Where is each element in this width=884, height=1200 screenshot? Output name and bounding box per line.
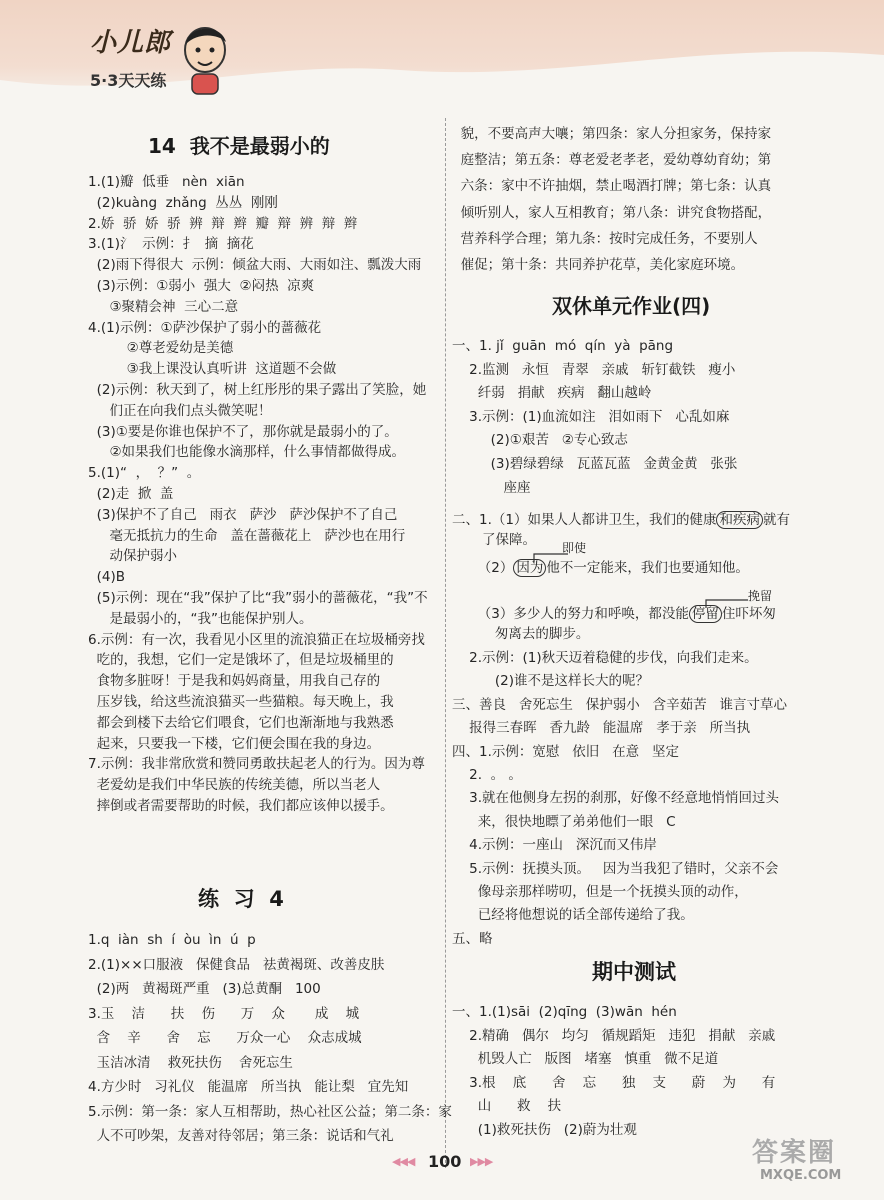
answer-line: 营养科学合理；第九条：按时完成任务，不要别人	[452, 230, 758, 247]
answer-line: 3.就在他侧身左拐的刹那，好像不经意地悄悄回过头	[452, 790, 780, 807]
answer-line: 貌，不要高声大嚷；第四条：家人分担家务，保持家	[452, 126, 772, 142]
answer-line: (2)两 黄褐斑严重 (3)总黄酮 100	[88, 981, 321, 997]
column-divider	[445, 118, 446, 1168]
weekend-2-2-line: （2） 因为 他不一定能来，我们也要通知他。	[452, 560, 749, 576]
answer-line: 山 救 扶	[452, 1098, 562, 1115]
brand-title: 小儿郎	[90, 28, 172, 58]
arrow-left-icon: ◀◀◀	[392, 1155, 415, 1168]
watermark	[752, 1132, 872, 1192]
answer-line: (3)保护不了自己 雨衣 萨沙 萨沙保护不了自己	[88, 506, 398, 523]
answer-line: 已经将他想说的话全部传递给了我。	[452, 907, 694, 924]
answer-line: 2.娇 骄 娇 骄 辨 辩 辫 瓣 辩 辨 辩 辫	[88, 215, 358, 232]
answer-line: 压岁钱，给这些流浪猫买一些猫粮。每天晚上，我	[88, 694, 394, 710]
answer-line: ③聚精会神 三心二意	[88, 298, 239, 315]
answer-line: 座座	[452, 479, 531, 496]
answer-line: 2.监测 永恒 青翠 亲戚 斩钉截铁 瘦小	[452, 361, 736, 378]
answer-line: 来，很快地瞟了弟弟他们一眼 C	[452, 813, 676, 830]
answer-line: 纤弱 捐献 疾病 翻山越岭	[452, 385, 652, 402]
answer-line: 起来，只要我一下楼，它们便会围在我的身边。	[88, 735, 381, 752]
mascot-boy-icon	[180, 20, 230, 96]
section-title-lesson-14: 14 我不是最弱小的	[148, 134, 330, 158]
weekend-2-1-line-a: 二、1.（1）如果人人都讲卫生，我们的健康 和疾病 就有	[452, 512, 790, 528]
circled-word: 因为	[513, 559, 546, 577]
answer-line: 吃的，我想，它们一定是饿坏了，但是垃圾桶里的	[88, 652, 394, 669]
answer-line: 机毁人亡 版图 堵塞 慎重 微不足道	[452, 1051, 719, 1068]
correction-note: 即使	[562, 541, 587, 555]
answer-line: 5.示例：第一条：家人互相帮助，热心社区公益；第二条：家	[88, 1103, 452, 1120]
answer-line: (2)示例：秋天到了，树上红彤彤的果子露出了笑脸，她	[88, 382, 427, 398]
answer-line: 2.(1)××口服液 保健食品 祛黄褐斑、改善皮肤	[88, 956, 385, 973]
answer-line: (2)kuàng zhǎng 丛丛 刚刚	[88, 194, 278, 211]
answer-line: (2)谁不是这样长大的呢？	[452, 673, 650, 690]
answer-line: (4)B	[88, 569, 125, 586]
answer-line: 2.示例：(1)秋天迈着稳健的步伐，向我们走来。	[452, 650, 758, 666]
answer-line: 倾听别人，家人互相教育；第八条：讲究食物搭配，	[452, 204, 772, 221]
answer-line: 们正在向我们点头微笑呢！	[88, 402, 272, 419]
answer-line: (3)①要是你谁也保护不了，那你就是最弱小的了。	[88, 423, 398, 440]
answer-line: 5.示例：抚摸头顶。 因为当我犯了错时，父亲不会	[452, 860, 779, 877]
answer-line: 六条：家中不许抽烟，禁止喝酒打牌；第七条：认真	[452, 178, 772, 195]
answer-line: 庭整洁；第五条：尊老爱老孝老，爱幼尊幼育幼；第	[452, 152, 772, 169]
weekend-2-3-line-b: 匆离去的脚步。	[452, 626, 590, 642]
answer-line: 是最弱小的，“我”也能保护别人。	[88, 610, 313, 627]
answer-line: 动保护弱小	[88, 548, 177, 565]
circled-word: 停留	[689, 605, 722, 623]
answer-line: (5)示例：现在“我”保护了比“我”弱小的蔷薇花，“我”不	[88, 590, 428, 606]
answer-line: 2.精确 偶尔 均匀 循规蹈矩 违犯 捐献 亲戚	[452, 1027, 776, 1044]
weekend-2-1-line-b: 了保障。	[452, 532, 537, 548]
watermark-logo: 答案圈	[752, 1138, 837, 1168]
answer-line: (3)示例：①弱小 强大 ②闷热 凉爽	[88, 278, 315, 294]
answer-line: 催促；第十条：共同养护花草，美化家庭环境。	[452, 257, 745, 273]
answer-line: 1.(1)瓣 低垂 nèn xiān	[88, 174, 245, 190]
answer-line: 4.方少时 习礼仪 能温席 所当执 能让梨 宜先知	[88, 1079, 409, 1095]
answer-line: (3)碧绿碧绿 瓦蓝瓦蓝 金黄金黄 张张	[452, 456, 738, 472]
answer-line: 3.玉 洁 扶 伤 万 众 成 城	[88, 1005, 360, 1022]
brand-logo	[80, 20, 230, 98]
weekend-2-3-line-a: （3）多少人的努力和呼唤，都没能 停留 住吓坏匆	[452, 606, 776, 622]
answer-line: 三、善良 舍死忘生 保护弱小 含辛茹苦 谁言寸草心	[452, 696, 787, 713]
answer-line: 4.示例：一座山 深沉而又伟岸	[452, 837, 657, 854]
answer-line: 3.示例：(1)血流如注 泪如雨下 心乱如麻	[452, 408, 730, 425]
answer-line: 3.(1)氵 示例：扌 摘 摘花	[88, 236, 254, 253]
answer-line: 都会到楼下去给它们喂食，它们也渐渐地与我熟悉	[88, 714, 394, 731]
answer-line: 3.根 底 舍 忘 独 支 蔚 为 有	[452, 1074, 776, 1091]
section-title-midterm: 期中测试	[592, 960, 676, 984]
answer-line: 5.(1)“ ， ？” 。	[88, 465, 201, 482]
answer-line: 老爱幼是我们中华民族的传统美德，所以当老人	[88, 777, 381, 794]
arrow-right-icon: ▶▶▶	[470, 1155, 493, 1168]
answer-line: 7.示例：我非常欣赏和赞同勇敢扶起老人的行为。因为尊	[88, 756, 425, 773]
section-title-practice-4: 练 习 4	[198, 887, 284, 911]
answer-line: 玉洁冰清 救死扶伤 舍死忘生	[88, 1054, 293, 1071]
answer-line: 食物多脏呀！于是我和妈妈商量，用我自己存的	[88, 673, 381, 690]
answer-line: 4.(1)示例：①萨沙保护了弱小的蔷薇花	[88, 319, 322, 336]
answer-line: 一、1. jǐ guān mó qín yà pāng	[452, 338, 674, 354]
watermark-url: MXQE.COM	[760, 1168, 842, 1183]
brand-subtitle: 5·3天天练	[90, 71, 167, 90]
page-number: 100	[428, 1152, 462, 1171]
answer-line: 报得三春晖 香九龄 能温席 孝于亲 所当执	[452, 720, 751, 737]
answer-line: 一、1.(1)sāi (2)qīng (3)wān hén	[452, 1004, 677, 1020]
section-title-weekend-unit-4: 双休单元作业(四)	[552, 294, 711, 318]
answer-line: (1)救死扶伤 (2)蔚为壮观	[452, 1122, 637, 1138]
answer-line: (2)①艰苦 ②专心致志	[452, 432, 628, 449]
correction-note: 挽留	[748, 589, 773, 603]
answer-line: 含 辛 舍 忘 万众一心 众志成城	[88, 1030, 362, 1046]
answer-line: 四、1.示例：宽慰 依旧 在意 坚定	[452, 743, 680, 760]
answer-line: 人不可吵架，友善对待邻居；第三条：说话和气礼	[88, 1128, 394, 1144]
answer-line: ③我上课没认真听讲 这道题不会做	[88, 361, 337, 378]
answer-line: ②尊老爱幼是美德	[88, 340, 234, 357]
answer-line: 6.示例：有一次，我看见小区里的流浪猫正在垃圾桶旁找	[88, 631, 425, 648]
answer-line: 1.q iàn sh í òu ìn ú p	[88, 932, 256, 948]
circled-word: 和疾病	[716, 511, 763, 529]
answer-line: 2. 。 。	[452, 767, 522, 783]
answer-line: 五、略	[452, 930, 493, 947]
answer-line: 摔倒或者需要帮助的时候，我们都应该伸以援手。	[88, 798, 394, 814]
answer-line: (2)雨下得很大 示例：倾盆大雨、大雨如注、瓢泼大雨	[88, 257, 422, 274]
answer-line: 毫无抵抗力的生命 盖在蔷薇花上 萨沙也在用行	[88, 527, 406, 544]
answer-line: (2)走 掀 盖	[88, 486, 174, 502]
answer-line: 像母亲那样唠叨，但是一个抚摸头顶的动作，	[452, 884, 748, 900]
answer-line: ②如果我们也能像水滴那样，什么事情都做得成。	[88, 444, 406, 461]
